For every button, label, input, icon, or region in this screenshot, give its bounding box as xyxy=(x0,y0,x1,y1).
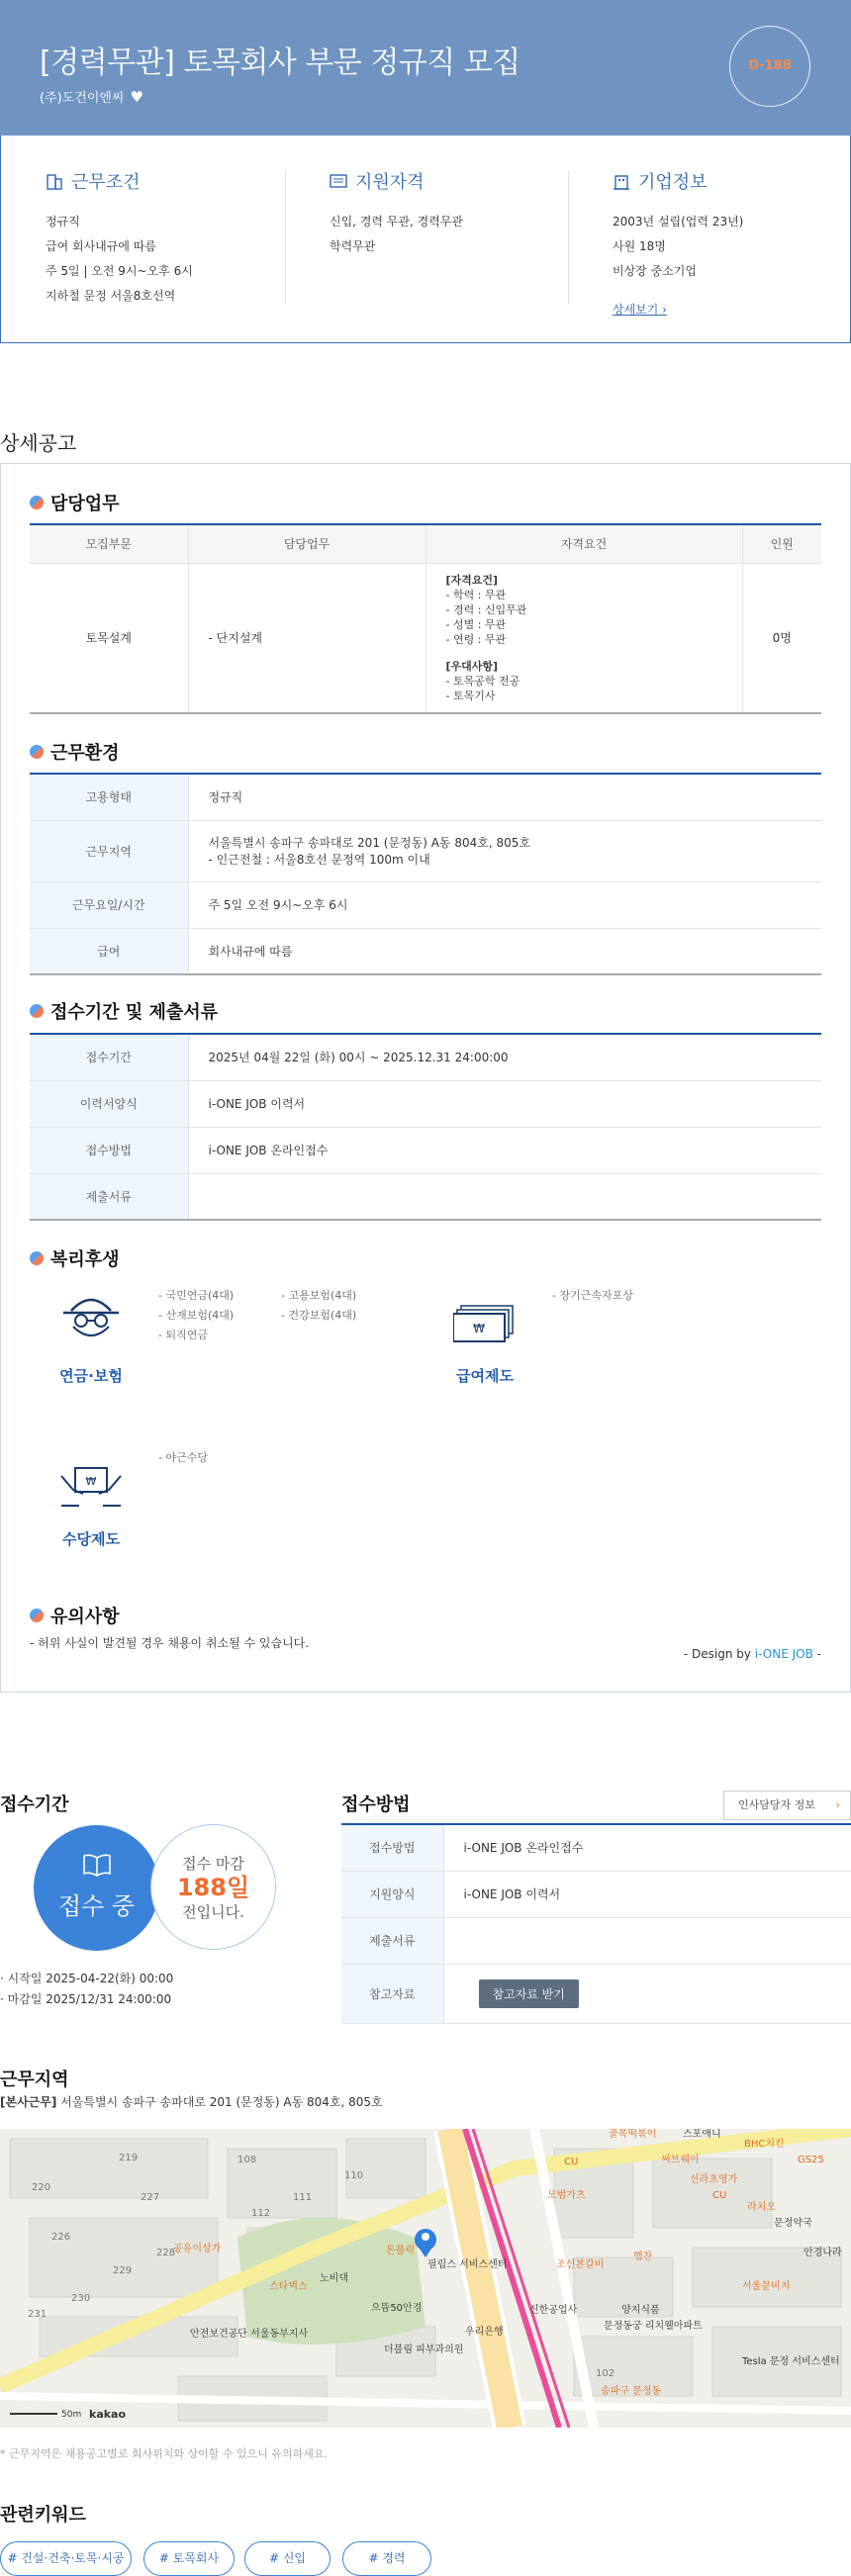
qual-line: 학력무관 xyxy=(330,239,376,253)
env-title-text: 근무환경 xyxy=(50,743,120,764)
period-label: 제출서류 xyxy=(30,1173,188,1220)
period-value: i-ONE JOB 이력서 xyxy=(188,1080,821,1127)
map-canvas[interactable] xyxy=(0,2129,851,2428)
notice-text: - 허위 사실이 발견될 경우 채용이 취소될 수 있습니다. xyxy=(30,1636,310,1650)
id-card-icon xyxy=(330,172,347,190)
map-label: 더블림 피부과의원 xyxy=(384,2345,464,2355)
location-address-row xyxy=(0,2093,383,2110)
contact-button-label: 인사담당자 정보 xyxy=(738,1798,815,1811)
apply-value: i-ONE JOB 이력서 xyxy=(443,1871,851,1917)
bullet-icon xyxy=(30,1251,44,1265)
env-label: 급여 xyxy=(30,928,188,974)
apply-label: 지원양식 xyxy=(341,1871,443,1917)
map-label: 스타벅스 xyxy=(269,2281,308,2292)
period-value: 2025년 04월 22일 (화) 00시 ~ 2025.12.31 24:00:00 xyxy=(188,1034,821,1080)
duty-title xyxy=(30,490,120,515)
reference-download-button[interactable]: 참고자료 받기 xyxy=(479,1979,579,2008)
map-label: BHC치킨 xyxy=(744,2139,785,2150)
welfare-item: - 건강보험(4대) xyxy=(281,1309,357,1322)
map-label: 햄찬 xyxy=(633,2252,653,2262)
env-address: 서울특별시 송파구 송파대로 201 (문정동) A동 804호, 805호 xyxy=(208,836,530,850)
keyword-chip[interactable]: # 건설·건축·토목·시공 xyxy=(0,2541,132,2576)
keyword-chip[interactable]: # 경력 xyxy=(342,2541,431,2576)
welfare-item: - 국민연금(4대) xyxy=(158,1289,235,1302)
duty-dept: 토목설계 xyxy=(30,563,188,713)
welfare-item: - 고용보험(4대) xyxy=(281,1289,357,1302)
req-line: - 경력 : 신입무관 xyxy=(445,602,527,616)
map-label: 229 xyxy=(113,2265,133,2276)
map-label: 108 xyxy=(237,2155,257,2165)
req-line: - 성별 : 무관 xyxy=(445,617,507,631)
map-label: 안전보건공단 서울동부지사 xyxy=(190,2329,309,2340)
map-label: 모범가츠 xyxy=(547,2190,586,2201)
env-value: 회사내규에 따름 xyxy=(188,928,821,974)
apply-period-title: 접수기간 xyxy=(0,1794,69,1815)
apply-method-title: 접수방법 xyxy=(341,1794,411,1815)
map-label: 송파구 문정동 xyxy=(601,2386,662,2397)
start-date: 시작일 2025-04-22(화) 00:00 xyxy=(7,1972,174,1985)
th-task: 담당업무 xyxy=(188,524,426,563)
map-label: 스포애니 xyxy=(683,2129,721,2140)
period-value xyxy=(188,1173,821,1220)
env-label: 근무요일/시간 xyxy=(30,881,188,928)
map-label: 필립스 서비스센터 xyxy=(427,2259,508,2270)
map-label: 조선본갈비 xyxy=(556,2259,605,2270)
period-label: 이력서양식 xyxy=(30,1080,188,1127)
period-title-text: 접수기간 및 제출서류 xyxy=(50,1002,219,1023)
duty-count: 0명 xyxy=(742,563,821,713)
location-address: 서울특별시 송파구 송파대로 201 (문정동) A동 804호, 805호 xyxy=(60,2095,383,2109)
map-label: 110 xyxy=(344,2170,364,2181)
th-dept: 모집부문 xyxy=(30,524,188,563)
env-value xyxy=(188,820,821,881)
env-label: 근무지역 xyxy=(30,820,188,881)
map-label: 230 xyxy=(71,2293,91,2304)
cond-line: 급여 회사내규에 따름 xyxy=(46,239,156,253)
company-name-row xyxy=(40,87,143,106)
allowance-items xyxy=(158,1448,208,1468)
welfare-item: - 산재보험(4대) xyxy=(158,1309,235,1322)
map-label: 써브웨이 xyxy=(661,2155,700,2165)
env-subway: - 인근전철 : 서울8호선 문정역 100m 이내 xyxy=(208,853,430,867)
design-prefix: - Design by xyxy=(683,1647,755,1661)
building-icon xyxy=(46,172,63,190)
duty-title-text: 담당업무 xyxy=(50,494,120,514)
summary-qualifications xyxy=(330,168,587,259)
qual-line: 신입, 경력 무관, 경력무관 xyxy=(330,215,463,229)
period-label: 접수방법 xyxy=(30,1127,188,1173)
divider xyxy=(568,170,569,304)
env-label: 고용형태 xyxy=(30,774,188,820)
req-line: - 연령 : 무관 xyxy=(445,632,507,646)
kakao-logo: kakao xyxy=(89,2408,127,2421)
job-header xyxy=(0,0,851,136)
notice-title-text: 유의사항 xyxy=(50,1607,120,1627)
status-circle xyxy=(34,1825,159,1951)
company-line: 비상장 중소기업 xyxy=(613,264,697,278)
allowance-label: 수당제도 xyxy=(62,1530,120,1548)
apply-value: i-ONE JOB 온라인접수 xyxy=(443,1824,851,1871)
end-date: 마감일 2025/12/31 24:00:00 xyxy=(7,1992,172,2006)
map-label: CU xyxy=(712,2190,727,2201)
map-label: 문정약국 xyxy=(774,2218,812,2229)
keywords-title: 관련키워드 xyxy=(0,2505,86,2526)
map-label: 228 xyxy=(156,2248,176,2258)
map-label: 111 xyxy=(293,2192,313,2203)
design-brand: i-ONE JOB xyxy=(754,1647,813,1661)
summary-company xyxy=(613,168,851,322)
company-detail-link[interactable]: 상세보기 › xyxy=(613,303,667,317)
apply-value xyxy=(443,1964,851,2023)
th-count: 인원 xyxy=(742,524,821,563)
pref-line: - 토목공학 전공 xyxy=(445,674,520,688)
map-label: 양지식품 xyxy=(621,2305,660,2316)
env-value: 주 5일 오전 9시~오후 6시 xyxy=(188,881,821,928)
map-label: 신한공업사 xyxy=(529,2305,578,2316)
period-title xyxy=(30,998,218,1024)
welfare-item: - 야근수당 xyxy=(158,1451,208,1464)
salary-items xyxy=(552,1286,633,1306)
map-label: 220 xyxy=(32,2182,51,2193)
welfare-item: - 퇴직연금 xyxy=(158,1329,208,1341)
job-summary xyxy=(0,136,851,343)
location-tag: [본사근무] xyxy=(0,2095,57,2109)
env-table xyxy=(30,773,821,975)
svg-text:₩: ₩ xyxy=(85,1475,97,1488)
bullet-icon xyxy=(30,1004,44,1018)
divider xyxy=(285,170,286,304)
summary-qualifications-title: 지원자격 xyxy=(355,172,425,193)
company-icon xyxy=(613,172,630,190)
map-label: 신라초영가 xyxy=(690,2174,738,2185)
job-title: [경력무관] 토목회사 부문 정규직 모집 xyxy=(40,46,520,80)
map-label: 노비댁 xyxy=(320,2273,348,2284)
map-label: 으뜸50안경 xyxy=(371,2303,423,2314)
cond-line: 지하철 문정 서울8호선역 xyxy=(46,289,176,303)
map-label: 공유이상가 xyxy=(173,2244,222,2254)
svg-text:₩: ₩ xyxy=(473,1322,485,1335)
map-label: GS25 xyxy=(798,2155,824,2165)
apply-label: 접수방법 xyxy=(341,1824,443,1871)
env-title xyxy=(30,739,120,765)
period-value: i-ONE JOB 온라인접수 xyxy=(188,1127,821,1173)
summary-conditions-title: 근무조건 xyxy=(71,172,141,193)
pension-icon xyxy=(57,1291,125,1342)
bullet-icon xyxy=(30,745,44,759)
bullet-icon xyxy=(30,496,44,509)
deadline-days: 188일 xyxy=(176,1874,250,1901)
location-note: * 근무지역은 채용공고별로 회사위치와 상이할 수 있으니 유의하세요. xyxy=(0,2447,328,2460)
map-label: 112 xyxy=(251,2208,271,2219)
location-title: 근무지역 xyxy=(0,2070,69,2090)
allowance-icon xyxy=(59,1464,123,1508)
req-line: - 학력 : 무관 xyxy=(445,588,507,601)
period-label: 접수기간 xyxy=(30,1034,188,1080)
keyword-chip[interactable]: # 토목회사 xyxy=(143,2541,235,2576)
summary-company-title: 기업정보 xyxy=(638,172,708,193)
company-line: 2003년 설립(업력 23년) xyxy=(613,215,744,229)
map-label: CU xyxy=(564,2157,579,2167)
company-line: 사원 18명 xyxy=(613,239,666,253)
deadline-label: 접수 마감 xyxy=(182,1855,244,1873)
design-suffix: - xyxy=(812,1647,821,1661)
detail-section-title: 상세공고 xyxy=(0,431,77,455)
map-label: 102 xyxy=(596,2368,615,2379)
pension-col2 xyxy=(281,1286,356,1326)
map-label: 231 xyxy=(28,2309,47,2320)
duty-table xyxy=(30,523,821,714)
map-label: 문정동궁 리치웰아파트 xyxy=(604,2321,703,2332)
apply-label: 제출서류 xyxy=(341,1917,443,1964)
company-name[interactable]: (주)도건이엔씨 xyxy=(40,91,125,106)
map-label: 서울문비지 xyxy=(742,2281,791,2292)
design-credit xyxy=(684,1647,821,1661)
deadline-circle xyxy=(150,1824,276,1950)
duty-req xyxy=(426,563,742,713)
chevron-right-icon: › xyxy=(835,1798,840,1811)
deadline-suffix: 전입니다. xyxy=(182,1903,244,1921)
period-dates: · 시작일 2025-04-22(화) 00:00 · 마감일 2025/12/31 24:00:00 xyxy=(0,1972,174,2006)
map-label: 226 xyxy=(51,2232,71,2243)
duty-task: - 단지설계 xyxy=(188,563,426,713)
apply-label: 참고자료 xyxy=(341,1964,443,2023)
apply-method-table xyxy=(341,1823,851,2024)
notice-title xyxy=(30,1603,120,1628)
welfare-title-text: 복리후생 xyxy=(50,1249,120,1270)
pension-col1 xyxy=(158,1286,234,1345)
salary-label: 급여제도 xyxy=(456,1367,514,1385)
cond-line: 주 5일 | 오전 9시~오후 6시 xyxy=(46,264,193,278)
map-label: 219 xyxy=(119,2153,139,2163)
map-label: 돈블릭 xyxy=(386,2246,415,2256)
map-label: 우리은행 xyxy=(465,2327,504,2338)
map-scale: 50m xyxy=(61,2410,82,2420)
cond-line: 정규직 xyxy=(46,215,80,229)
dday-badge: D-188 xyxy=(729,26,810,107)
pref-title: [우대사항] xyxy=(445,659,499,673)
apply-value xyxy=(443,1917,851,1964)
req-title: [자격요건] xyxy=(445,573,499,587)
welfare-title xyxy=(30,1245,120,1271)
map-label: 안경나라 xyxy=(804,2248,842,2258)
contact-button[interactable] xyxy=(723,1791,851,1820)
env-value: 정규직 xyxy=(188,774,821,820)
th-req: 자격요건 xyxy=(426,524,742,563)
map-label: 골목떡볶이 xyxy=(609,2129,657,2140)
book-icon xyxy=(82,1853,112,1877)
status-text: 접수 중 xyxy=(57,1892,136,1920)
bullet-icon xyxy=(30,1609,44,1622)
heart-icon[interactable]: ♥ xyxy=(130,88,143,106)
salary-icon xyxy=(453,1304,517,1343)
period-table xyxy=(30,1033,821,1221)
location-map[interactable] xyxy=(0,2129,851,2428)
summary-conditions xyxy=(46,168,303,309)
map-label: Tesla 문정 서비스센터 xyxy=(742,2356,840,2367)
welfare-item: - 장기근속자포상 xyxy=(552,1289,633,1302)
pref-line: - 토목기사 xyxy=(445,689,496,702)
map-label: 227 xyxy=(141,2192,160,2203)
map-label: 라치오 xyxy=(747,2202,776,2213)
keyword-chip[interactable]: # 신입 xyxy=(244,2541,331,2576)
pension-label: 연금·보험 xyxy=(59,1367,123,1385)
